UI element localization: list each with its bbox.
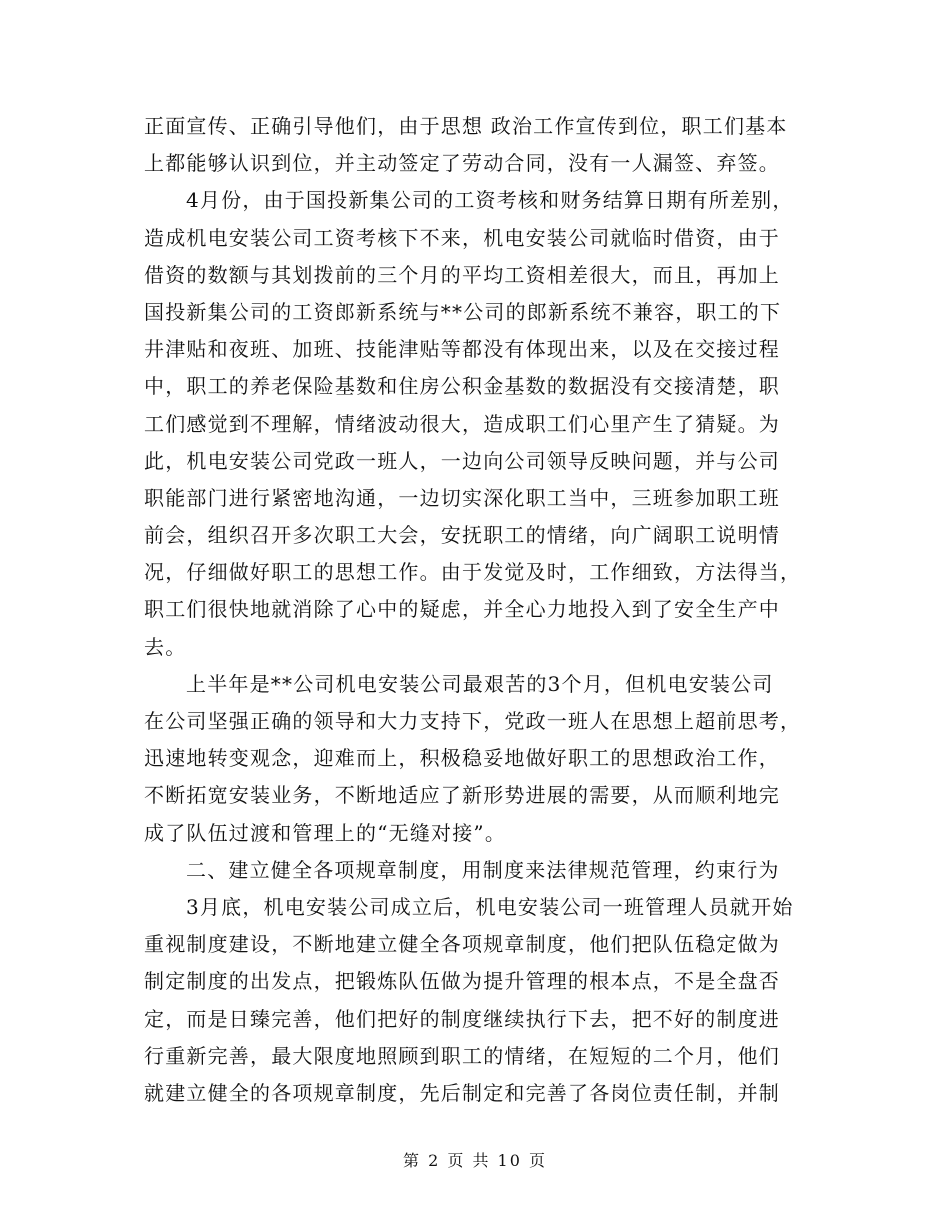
text-line: 正面宣传、正确引导他们，由于思想 政治工作宣传到位，职工们基本 — [144, 114, 788, 138]
text-line: 况，仔细做好职工的思想工作。由于发觉及时，工作细致，方法得当， — [144, 560, 802, 585]
text-line: 迅速地转变观念，迎难而上，积极稳妥地做好职工的思想政治工作， — [144, 746, 780, 771]
text-line: 在公司坚强正确的领导和大力支持下，党政一班人在思想上超前思考， — [144, 709, 802, 733]
text-line: 上半年是**公司机电安装公司最艰苦的3个月，但机电安装公司 — [186, 671, 774, 696]
text-line: 定，而是日臻完善，他们把好的制度继续执行下去，把不好的制度进 — [144, 1006, 780, 1031]
text-line: 造成机电安装公司工资考核下不来，机电安装公司就临时借资，由于 — [144, 225, 780, 250]
text-line: 借资的数额与其划拨前的三个月的平均工资相差很大，而且，再加上 — [144, 262, 780, 287]
text-line: 去。 — [144, 634, 187, 659]
text-line: 成了队伍过渡和管理上的“无缝对接”。 — [144, 820, 507, 845]
text-line: 中，职工的养老保险基数和住房公积金基数的数据没有交接清楚，职 — [144, 374, 780, 399]
text-line: 行重新完善，最大限度地照顾到职工的情绪，在短短的二个月，他们 — [144, 1043, 780, 1068]
text-line: 工们感觉到不理解，情绪波动很大，造成职工们心里产生了猜疑。为 — [144, 411, 780, 436]
text-line: 制定制度的出发点，把锻炼队伍做为提升管理的根本点，不是全盘否 — [144, 969, 780, 994]
text-line: 上都能够认识到位，并主动签定了劳动合同，没有一人漏签、弃签。 — [144, 151, 780, 176]
text-line: 不断拓宽安装业务，不断地适应了新形势进展的需要，从而顺利地完 — [144, 783, 780, 808]
text-line: 二、建立健全各项规章制度，用制度来法律规范管理，约束行为 — [186, 857, 780, 882]
text-line: 4月份，由于国投新集公司的工资考核和财务结算日期有所差别， — [186, 188, 794, 213]
text-line: 国投新集公司的工资郎新系统与**公司的郎新系统不兼容，职工的下 — [144, 299, 782, 324]
text-line: 井津贴和夜班、加班、技能津贴等都没有体现出来，以及在交接过程 — [144, 337, 780, 362]
text-line: 此，机电安装公司党政一班人，一边向公司领导反映问题，并与公司 — [144, 448, 780, 473]
text-line: 3月底，机电安装公司成立后，机电安装公司一班管理人员就开始 — [186, 894, 794, 919]
text-line: 就建立健全的各项规章制度，先后制定和完善了各岗位责任制，并制 — [144, 1080, 780, 1105]
text-line: 职工们很快地就消除了心中的疑虑，并全心力地投入到了安全生产中 — [144, 597, 780, 622]
body-text — [144, 108, 809, 1112]
text-line: 职能部门进行紧密地沟通，一边切实深化职工当中，三班参加职工班 — [144, 485, 780, 510]
text-line: 前会，组织召开多次职工大会，安抚职工的情绪，向广阔职工说明情 — [144, 523, 780, 548]
text-line: 重视制度建设，不断地建立健全各项规章制度，他们把队伍稳定做为 — [144, 932, 780, 957]
page-footer: 第 2 页 共 10 页 — [403, 1151, 547, 1170]
